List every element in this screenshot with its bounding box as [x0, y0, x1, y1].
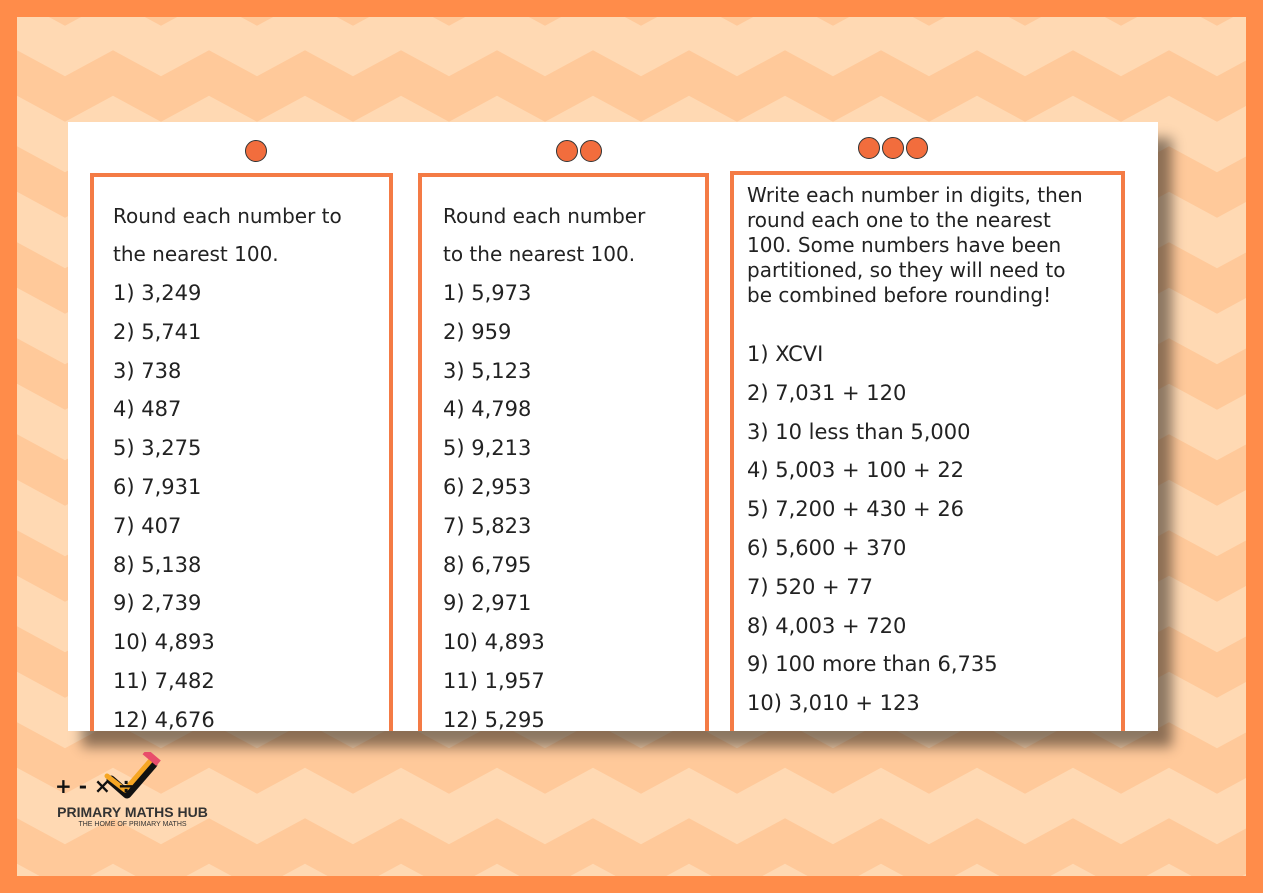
- question-item: 7) 5,823: [443, 513, 532, 538]
- primary-maths-hub-logo: [45, 752, 220, 832]
- level-1-questions: [113, 274, 215, 731]
- level-2-questions: [443, 274, 545, 731]
- question-item: 8) 6,795: [443, 552, 532, 577]
- worksheet: [68, 122, 1158, 731]
- question-item: 8) 4,003 + 720: [747, 613, 907, 638]
- question-item: 1) 3,249: [113, 281, 202, 305]
- level-3-questions: [747, 335, 998, 723]
- question-item: 8) 5,138: [113, 552, 202, 577]
- question-item: 7) 520 + 77: [747, 574, 873, 599]
- difficulty-dot: [882, 137, 904, 159]
- chevron-stripe: [17, 841, 1246, 867]
- difficulty-dot: [556, 140, 578, 162]
- question-item: 2) 959: [443, 319, 512, 344]
- question-item: 5) 3,275: [113, 436, 202, 461]
- question-item: 9) 2,739: [113, 591, 202, 616]
- question-item: 6) 5,600 + 370: [747, 535, 907, 560]
- question-item: 10) 3,010 + 123: [747, 691, 920, 716]
- chevron-stripe: [17, 73, 1246, 99]
- level-1-dots: [245, 140, 267, 162]
- difficulty-dot: [858, 137, 880, 159]
- question-item: 2) 5,741: [113, 319, 202, 344]
- logo-tagline: THE HOME OF PRIMARY MATHS: [78, 821, 187, 828]
- level-3-dots: [858, 137, 928, 159]
- question-item: 12) 4,676: [113, 707, 215, 731]
- question-item: 11) 7,482: [113, 668, 215, 693]
- question-item: 9) 100 more than 6,735: [747, 652, 998, 677]
- level-1-panel: [90, 173, 393, 731]
- question-item: 1) XCVI: [747, 342, 824, 366]
- question-item: 4) 5,003 + 100 + 22: [747, 458, 965, 483]
- question-item: 6) 7,931: [113, 474, 202, 499]
- question-item: 12) 5,295: [443, 707, 545, 731]
- question-item: 9) 2,971: [443, 591, 532, 616]
- math-symbols: + - × ÷: [55, 774, 135, 798]
- question-item: 3) 738: [113, 358, 182, 383]
- question-item: 7) 407: [113, 513, 182, 538]
- question-item: 11) 1,957: [443, 668, 545, 693]
- level-2-instruction: Round each number to the nearest 100.: [443, 204, 646, 266]
- question-item: 2) 7,031 + 120: [747, 380, 907, 405]
- difficulty-dot: [906, 137, 928, 159]
- difficulty-dot: [580, 140, 602, 162]
- level-3-panel: [730, 171, 1125, 731]
- question-item: 5) 9,213: [443, 436, 532, 461]
- question-item: 3) 5,123: [443, 358, 532, 383]
- question-item: 4) 4,798: [443, 397, 532, 422]
- question-item: 4) 487: [113, 397, 182, 422]
- level-3-instruction: Write each number in digits, then round each one to the nearest 100. Some numbers have been partitioned, so they will need to be combined before rounding!: [747, 183, 1083, 307]
- question-item: 5) 7,200 + 430 + 26: [747, 497, 965, 522]
- difficulty-dot: [245, 140, 267, 162]
- level-2-dots: [556, 140, 602, 162]
- question-item: 6) 2,953: [443, 474, 532, 499]
- question-item: 1) 5,973: [443, 281, 532, 305]
- question-item: 10) 4,893: [443, 630, 545, 655]
- question-item: 3) 10 less than 5,000: [747, 419, 971, 444]
- question-item: 10) 4,893: [113, 630, 215, 655]
- logo-brand: PRIMARY MATHS HUB: [57, 804, 208, 820]
- level-1-instruction: Round each number to the nearest 100.: [113, 204, 342, 266]
- level-2-panel: [418, 173, 709, 731]
